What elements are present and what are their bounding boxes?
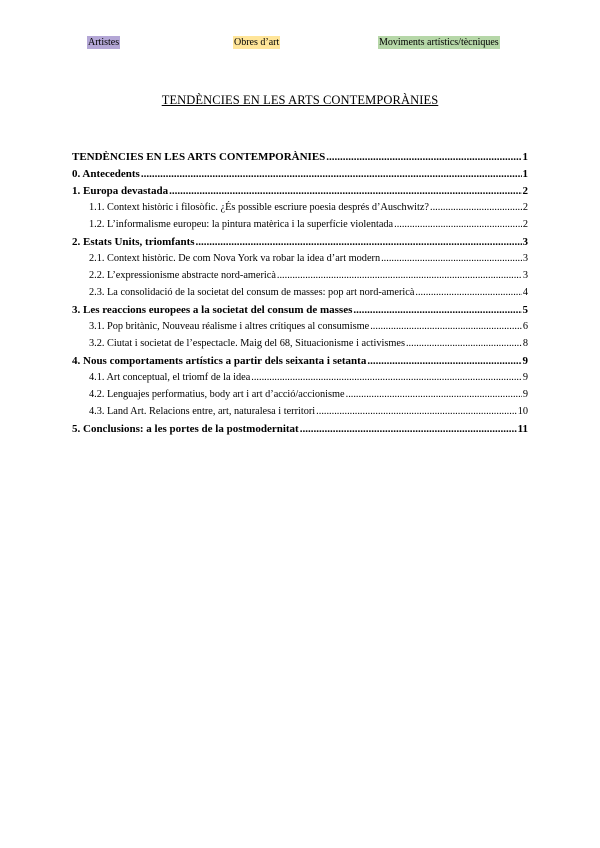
toc-page-number: 3 bbox=[522, 253, 528, 264]
toc-leader-dots bbox=[367, 355, 521, 367]
toc-entry[interactable] bbox=[72, 236, 528, 253]
toc-page-number: 1 bbox=[522, 151, 528, 163]
toc-leader-dots bbox=[370, 321, 522, 332]
toc-entry-title: 3. Les reaccions europees a la societat del consum de masses bbox=[72, 304, 353, 316]
toc-entry-title: 5. Conclusions: a les portes de la postmodernitat bbox=[72, 423, 299, 435]
toc-page-number: 2 bbox=[522, 219, 528, 230]
document-title: TENDÈNCIES EN LES ARTS CONTEMPORÀNIES bbox=[161, 93, 439, 107]
toc-entry-title: 0. Antecedents bbox=[72, 168, 140, 180]
toc-page-number: 11 bbox=[517, 423, 528, 435]
toc-entry[interactable] bbox=[72, 168, 528, 185]
toc-leader-dots bbox=[316, 406, 517, 417]
toc-page-number: 1 bbox=[522, 168, 528, 180]
toc-leader-dots bbox=[406, 338, 522, 349]
toc-entry[interactable] bbox=[72, 372, 528, 389]
toc-leader-dots bbox=[346, 389, 522, 400]
toc-page-number: 2 bbox=[522, 185, 528, 197]
toc-entry[interactable] bbox=[72, 304, 528, 321]
table-of-contents bbox=[72, 151, 528, 440]
toc-leader-dots bbox=[394, 219, 522, 230]
toc-entry[interactable] bbox=[72, 253, 528, 270]
legend-artworks: Obres d’art bbox=[234, 37, 280, 48]
toc-page-number: 4 bbox=[522, 287, 528, 298]
color-legend bbox=[0, 36, 600, 50]
toc-entry[interactable] bbox=[72, 151, 528, 168]
toc-entry[interactable] bbox=[72, 338, 528, 355]
toc-page-number: 3 bbox=[522, 270, 528, 281]
toc-entry[interactable] bbox=[72, 270, 528, 287]
toc-page-number: 5 bbox=[522, 304, 528, 316]
toc-entry-title: 2.3. La consolidació de la societat del consum de masses: pop art nord-americà bbox=[89, 287, 415, 298]
toc-page-number: 9 bbox=[522, 372, 528, 383]
toc-entry[interactable] bbox=[72, 389, 528, 406]
toc-entry[interactable] bbox=[72, 287, 528, 304]
toc-leader-dots bbox=[300, 423, 517, 435]
toc-entry-title: 3.2. Ciutat i societat de l’espectacle. Maig del 68, Situacionisme i activismes bbox=[89, 338, 405, 349]
toc-entry-title: 2.1. Context històric. De com Nova York va robar la idea d’art modern bbox=[89, 253, 381, 264]
toc-entry[interactable] bbox=[72, 423, 528, 440]
toc-leader-dots bbox=[196, 236, 522, 248]
toc-entry-title: 1.2. L’informalisme europeu: la pintura matèrica i la superfície violentada bbox=[89, 219, 394, 230]
toc-leader-dots bbox=[430, 202, 522, 213]
toc-leader-dots bbox=[353, 304, 521, 316]
toc-leader-dots bbox=[326, 151, 521, 163]
toc-entry[interactable] bbox=[72, 406, 528, 423]
toc-entry-title: 4. Nous comportaments artístics a partir dels seixanta i setanta bbox=[72, 355, 367, 367]
toc-page-number: 2 bbox=[522, 202, 528, 213]
toc-entry-title: 4.1. Art conceptual, el triomf de la idea bbox=[89, 372, 251, 383]
toc-entry-title: 1.1. Context històric i filosòfic. ¿És possible escriure poesia després d’Auschwitz? bbox=[89, 202, 430, 213]
toc-entry-title: 4.3. Land Art. Relacions entre, art, naturalesa i territori bbox=[89, 406, 316, 417]
toc-leader-dots bbox=[277, 270, 522, 281]
toc-leader-dots bbox=[141, 168, 522, 180]
toc-entry[interactable] bbox=[72, 219, 528, 236]
toc-leader-dots bbox=[381, 253, 522, 264]
toc-entry[interactable] bbox=[72, 185, 528, 202]
legend-movements: Moviments artístics/tècniques bbox=[379, 37, 499, 48]
toc-leader-dots bbox=[415, 287, 521, 298]
toc-leader-dots bbox=[251, 372, 522, 383]
toc-page-number: 9 bbox=[522, 355, 528, 367]
toc-page-number: 3 bbox=[522, 236, 528, 248]
toc-entry-title: 2.2. L’expressionisme abstracte nord-americà bbox=[89, 270, 276, 281]
toc-leader-dots bbox=[169, 185, 521, 197]
toc-entry-title: 2. Estats Units, triomfants bbox=[72, 236, 195, 248]
toc-entry[interactable] bbox=[72, 355, 528, 372]
toc-page-number: 10 bbox=[517, 406, 528, 417]
toc-entry-title: 3.1. Pop britànic, Nouveau réalisme i altres crítiques al consumisme bbox=[89, 321, 370, 332]
toc-page-number: 9 bbox=[522, 389, 528, 400]
toc-entry-title: 1. Europa devastada bbox=[72, 185, 169, 197]
legend-artists: Artistes bbox=[88, 37, 120, 48]
toc-entry-title: 4.2. Lenguajes performatius, body art i art d’acció/accionisme bbox=[89, 389, 345, 400]
toc-page-number: 8 bbox=[522, 338, 528, 349]
toc-entry-title: TENDÈNCIES EN LES ARTS CONTEMPORÀNIES bbox=[72, 151, 326, 163]
toc-page-number: 6 bbox=[522, 321, 528, 332]
toc-entry[interactable] bbox=[72, 321, 528, 338]
toc-entry[interactable] bbox=[72, 202, 528, 219]
